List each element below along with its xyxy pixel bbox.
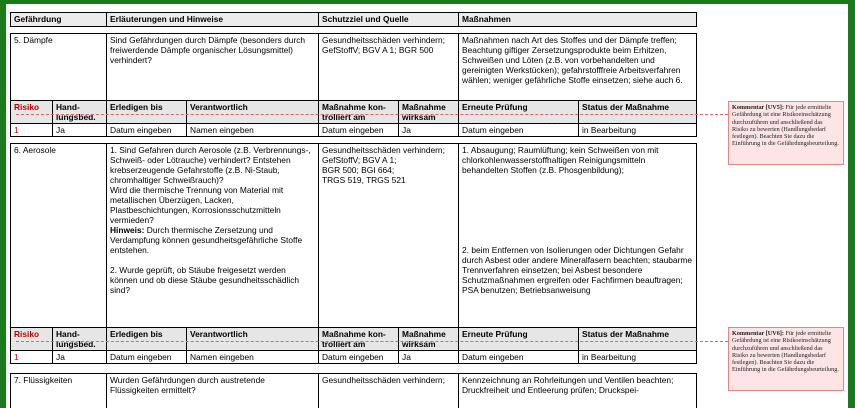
- kontrolliert-field[interactable]: Datum eingeben: [319, 351, 399, 364]
- hazard-source: Gesundheitsschäden verhindern; GefStoffV; BGV A 1; BGR 500; BGI 664; TRGS 519, TRGS 521: [319, 144, 459, 328]
- hazard-title: 6. Aerosole: [11, 144, 107, 328]
- verantwortlich-field[interactable]: Namen eingeben: [187, 351, 319, 364]
- comment-label: Kommentar [UV5]:: [732, 104, 784, 111]
- hazard-measures: Maßnahmen nach Art des Stoffes und der Dämpfe treffen; Beachtung giftiger Zersetzungsprodukte beim Erhitzen, Schweißen und Löten (z.B. von vorbehandelten und gereinigten Werkstücken); gefahrstofffreie Arbeitsverfahren wählen; weniger gefährliche Stoffe einsetzen; siehe auch 6.: [459, 34, 697, 101]
- values-row: [11, 124, 697, 137]
- risiko-value[interactable]: 1: [11, 351, 53, 364]
- wirksam-value[interactable]: Ja: [399, 124, 459, 137]
- hazard-source: Gesundheitsschäden verhindern; GefStoffV; BGV A 1; BGR 500: [319, 34, 459, 101]
- wirksam-value[interactable]: Ja: [399, 351, 459, 364]
- comment-connector-1: [16, 114, 728, 115]
- sub-risiko: Risiko: [11, 328, 53, 351]
- hazard-measures: [459, 144, 697, 328]
- comment-balloon[interactable]: [728, 327, 844, 391]
- sub-erneute: Erneute Prüfung: [459, 328, 579, 351]
- sub-risiko: Risiko: [11, 101, 53, 124]
- hint-text: Durch thermische Zersetzung und Verdampfung können gesundheitsgefährliche Stoffe entstehen.: [110, 225, 303, 255]
- hazard-explanation: Wurden Gefährdungen durch austretende Flüssigkeiten ermittelt?: [107, 374, 319, 408]
- values-row: [11, 351, 697, 364]
- kontrolliert-field[interactable]: Datum eingeben: [319, 124, 399, 137]
- comment-text: Für jede ermittelte Gefährdung ist eine Risikoeinschätzung durchzuführen und anschließend das Risiko zu bewerten (Handlungsbedarf festlegen). Beachten Sie dazu die Einführung in die Gefährdungsbeurteilung.: [732, 330, 839, 374]
- sub-kontrolliert: Maßnahme kon- trolliert am: [319, 101, 399, 124]
- risiko-value[interactable]: 1: [11, 124, 53, 137]
- hazard-table-7: [10, 373, 697, 408]
- header-gefaehrdung: Gefährdung: [11, 13, 107, 27]
- comment-label: Kommentar [UV6]:: [732, 330, 784, 337]
- handlungsbed-value[interactable]: Ja: [53, 351, 107, 364]
- hazard-explanation: Sind Gefährdungen durch Dämpfe (besonders durch freiwerdende Dämpfe organischer Lösungsmittel) verhindert?: [107, 34, 319, 101]
- sub-wirksam: Maßnahme wirksam: [399, 101, 459, 124]
- sub-header-row: [11, 101, 697, 124]
- hazard-explanation-part-1: 1. Sind Gefahren durch Aerosole (z.B. Verbrennungs-, Schweiß- oder Lötrauche) verhindert? Entstehen krebserzeugende Gefahrstoffe (z.B. Ni-Staub, chromhaltiger Schweißrauch)? Wird die thermische Trennung von Material mit metallischen Überzügen, Lacken, Plastbeschichtungen, Korrosionsschutzmitteln vermieden?: [110, 145, 311, 225]
- sub-verantwortlich: Verantwortlich: [187, 101, 319, 124]
- hazard-table-5: [10, 33, 697, 137]
- header-schutzziel: Schutzziel und Quelle: [319, 13, 459, 27]
- hazard-row-6: [11, 144, 697, 328]
- header-massnahmen: Maßnahmen: [459, 13, 697, 27]
- sub-erledigen: Erledigen bis: [107, 101, 187, 124]
- hazard-table-6: [10, 143, 697, 364]
- hazard-measures: Kennzeichnung an Rohrleitungen und Ventilen beachten; Druckfreiheit und Entleerung prüfen; Druckspei-: [459, 374, 697, 408]
- sub-handlungsbed: Hand- lungsbed.: [53, 101, 107, 124]
- status-value[interactable]: in Bearbeitung: [579, 124, 697, 137]
- hint-label: Hinweis:: [110, 225, 145, 235]
- verantwortlich-field[interactable]: Namen eingeben: [187, 124, 319, 137]
- comment-balloon[interactable]: [728, 101, 844, 165]
- sub-handlungsbed: Hand- lungsbed.: [53, 328, 107, 351]
- sub-status: Status der Maßnahme: [579, 101, 697, 124]
- hazard-row-5: [11, 34, 697, 101]
- comment-connector-2: [16, 341, 728, 342]
- erledigen-field[interactable]: Datum eingeben: [107, 351, 187, 364]
- sub-kontrolliert: Maßnahme kon- trolliert am: [319, 328, 399, 351]
- header-row: [11, 13, 697, 27]
- document-page: [6, 4, 848, 408]
- sub-header-row: [11, 328, 697, 351]
- handlungsbed-value[interactable]: Ja: [53, 124, 107, 137]
- hazard-title: 7. Flüssigkeiten: [11, 374, 107, 408]
- hazard-explanation: [107, 144, 319, 328]
- sub-status: Status der Maßnahme: [579, 328, 697, 351]
- hazard-title: 5. Dämpfe: [11, 34, 107, 101]
- erneute-field[interactable]: Datum eingeben: [459, 124, 579, 137]
- hazard-explanation-part-2: 2. Wurde geprüft, ob Stäube freigesetzt werden können und ob diese Stäube gesundheitsschädlich sind?: [110, 265, 300, 295]
- erledigen-field[interactable]: Datum eingeben: [107, 124, 187, 137]
- header-table: [10, 12, 697, 27]
- status-value[interactable]: in Bearbeitung: [579, 351, 697, 364]
- hazard-source: Gesundheitsschäden verhindern;: [319, 374, 459, 408]
- sub-wirksam: Maßnahme wirksam: [399, 328, 459, 351]
- hazard-measures-part-2: 2. beim Entfernen von Isolierungen oder Dichtungen Gefahr durch Asbest oder andere Mineralfasern beachten; staubarme Trennverfahren einsetzen; bei Asbest besondere Schutzmaßnahmen ergreifen oder Fachfirmen beauftragen; PSA benutzen; Betriebsanweisung: [462, 245, 693, 295]
- hazard-measures-part-1: 1. Absaugung; Raumlüftung; kein Schweißen von mit chlorkohlenwasserstoffhaltigen Reinigungsmitteln behandelten Stoffen (z.B. Phosgenbildung);: [462, 145, 659, 175]
- comment-text: Für jede ermittelte Gefährdung ist eine Risikoeinschätzung durchzuführen und anschließend das Risiko zu bewerten (Handlungsbedarf festlegen). Beachten Sie dazu die Einführung in die Gefährdungsbeurteilung.: [732, 104, 839, 148]
- hazard-row-7: [11, 374, 697, 408]
- header-erlaeuterungen: Erläuterungen und Hinweise: [107, 13, 319, 27]
- sub-erledigen: Erledigen bis: [107, 328, 187, 351]
- erneute-field[interactable]: Datum eingeben: [459, 351, 579, 364]
- sub-verantwortlich: Verantwortlich: [187, 328, 319, 351]
- hazard-hint: [110, 225, 315, 255]
- sub-erneute: Erneute Prüfung: [459, 101, 579, 124]
